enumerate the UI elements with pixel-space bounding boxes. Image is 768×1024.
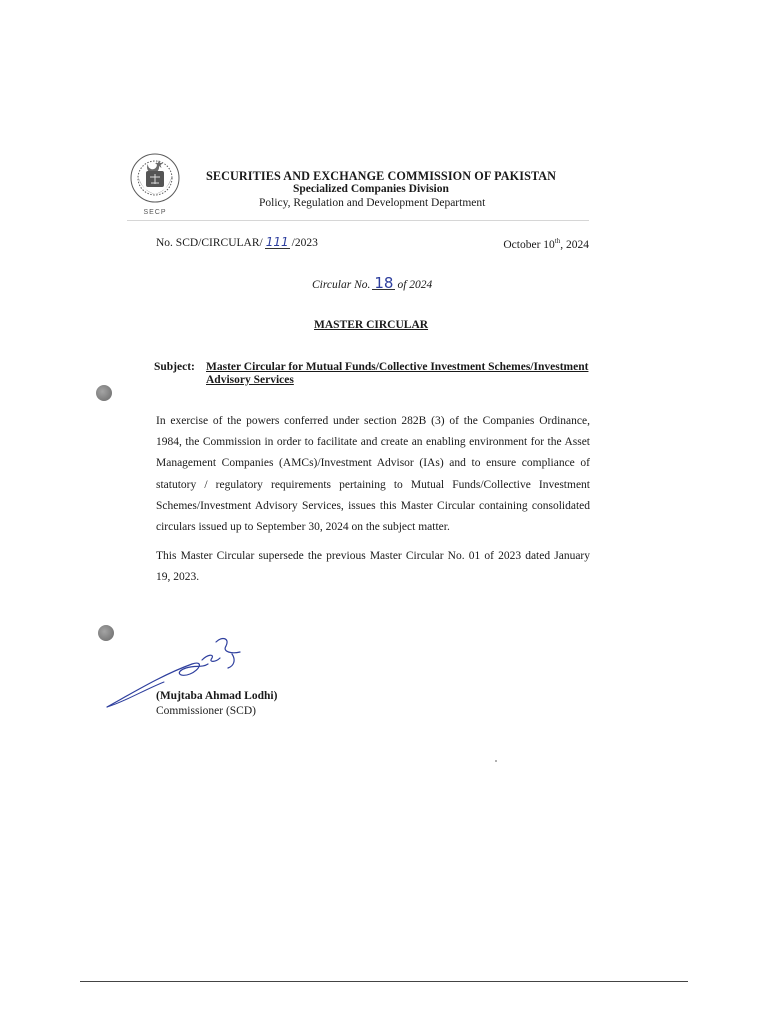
department-name: Policy, Regulation and Development Department (259, 197, 486, 209)
subject-text: Master Circular for Mutual Funds/Collective Investment Schemes/Investment Advisory Services (206, 361, 589, 386)
document-heading: MASTER CIRCULAR (314, 319, 429, 331)
circular-reference (156, 237, 318, 249)
footer-divider (80, 981, 688, 982)
punch-hole (96, 385, 112, 401)
date-ordinal: th (554, 237, 561, 245)
reference-suffix: /2023 (291, 237, 318, 249)
logo-text: SECP (143, 209, 167, 216)
circular-number-suffix: of 2024 (397, 279, 433, 291)
organization-name: SECURITIES AND EXCHANGE COMMISSION OF PAKISTAN (206, 169, 557, 183)
body-paragraph-1: In exercise of the powers conferred under section 282B (3) of the Companies Ordinance, 1984, the Commission in order to facilitate and create an enabling environment for the Asset Management Companies (AMCs)/Investment Advisor (IAs) and to ensure compliance of statutory / regulatory requirements pertaining to Mutual Funds/Collective Investment Schemes/Investment Advisory Services, issues this Master Circular containing consolidated circulars issued up to September 30, 2024 on the subject matter. (156, 415, 590, 534)
letterhead-divider (127, 220, 589, 221)
signatory-name: (Mujtaba Ahmad Lodhi) (156, 690, 278, 702)
date-year: , 2024 (560, 238, 589, 251)
scan-speck (495, 760, 497, 762)
date-day: October 10 (503, 238, 555, 251)
circular-date (503, 237, 589, 251)
subject-label: Subject: (154, 361, 195, 373)
secp-logo (126, 150, 184, 218)
handwritten-circular-number: 18 (374, 274, 394, 292)
circular-number-prefix: Circular No. (312, 279, 371, 291)
signatory-title: Commissioner (SCD) (156, 705, 256, 717)
body-paragraph-2: This Master Circular supersede the previous Master Circular No. 01 of 2023 dated January 19, 2023. (156, 550, 590, 584)
reference-prefix: No. SCD/CIRCULAR/ (156, 237, 263, 249)
circular-number (312, 274, 433, 292)
handwritten-reference-number: 111 (265, 235, 289, 249)
division-name: Specialized Companies Division (293, 183, 449, 195)
